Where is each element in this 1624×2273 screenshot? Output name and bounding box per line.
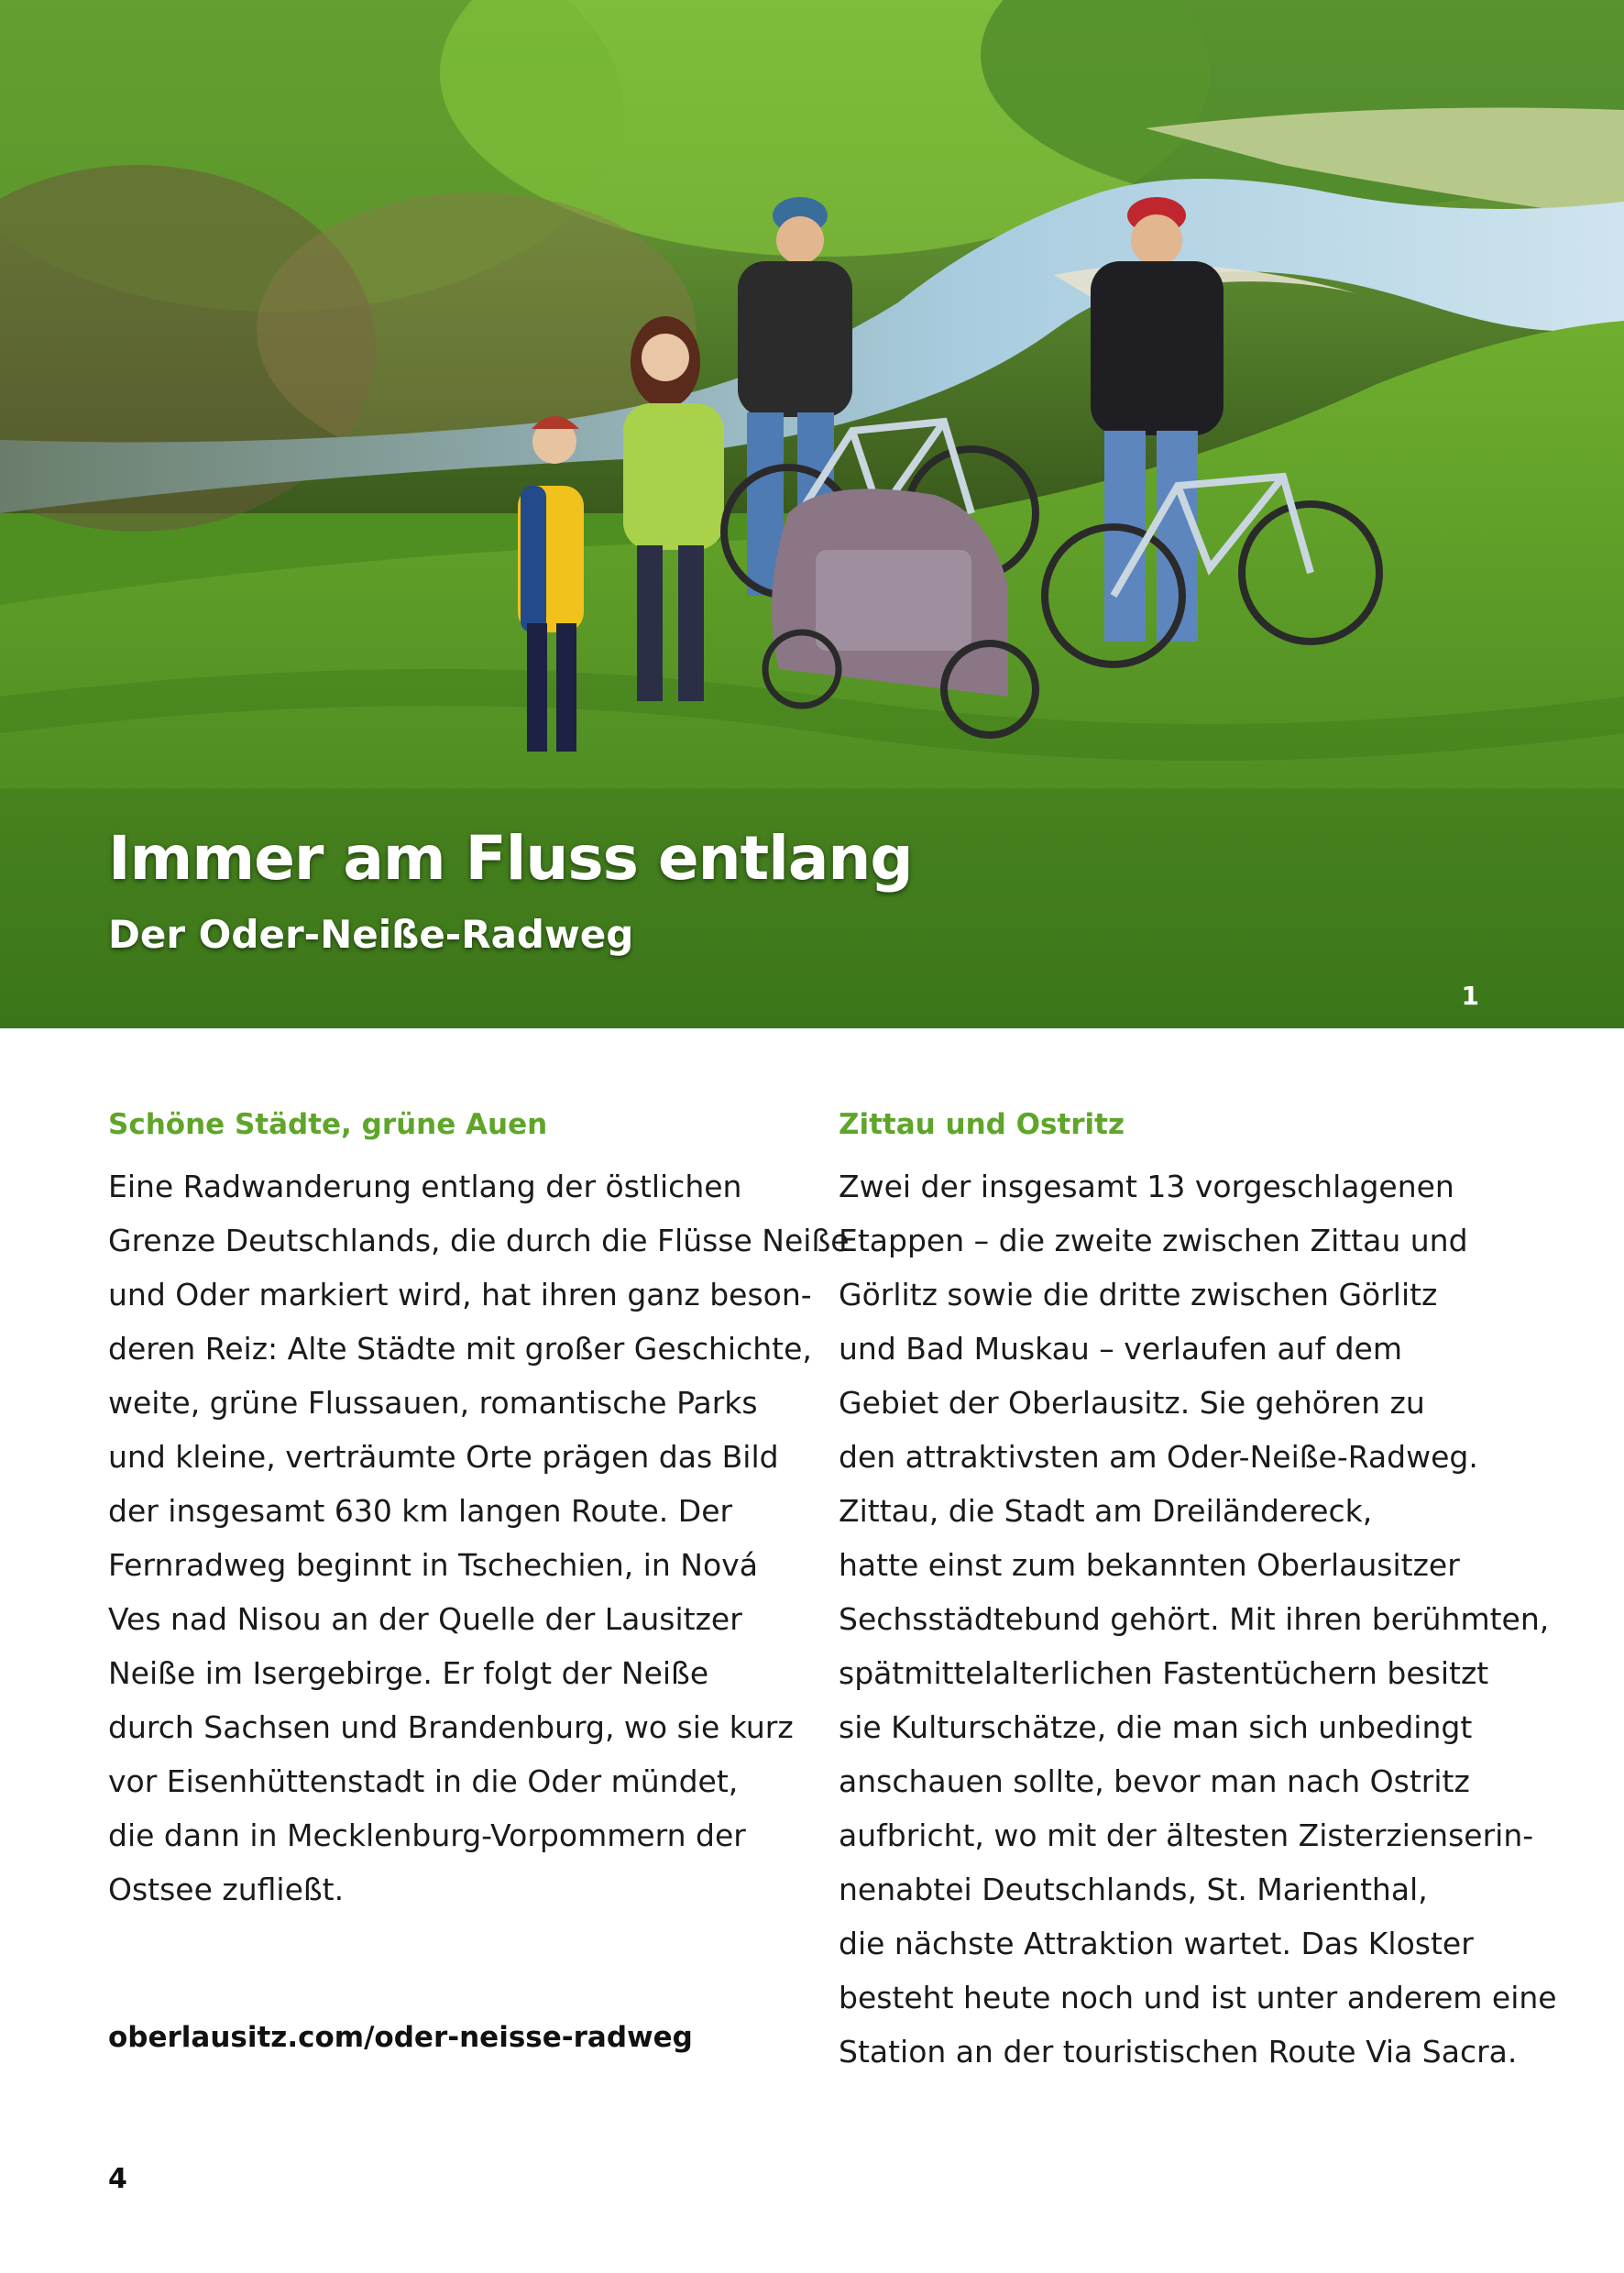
left-column-text <box>108 1159 850 1916</box>
text-line: anschauen sollte, bevor man nach Ostritz <box>839 1763 1470 1799</box>
text-line: Görlitz sowie die dritte zwischen Görlitz <box>839 1277 1438 1312</box>
text-line: Etappen – die zweite zwischen Zittau und <box>839 1223 1468 1258</box>
text-line: und Oder markiert wird, hat ihren ganz beson- <box>108 1277 812 1312</box>
left-column <box>108 1098 850 1916</box>
text-line: Ves nad Nisou an der Quelle der Lausitzer <box>108 1601 742 1637</box>
text-line: und Bad Muskau – verlaufen auf dem <box>839 1331 1402 1367</box>
left-column-heading: Schöne Städte, grüne Auen <box>108 1108 548 1141</box>
hero-subtitle: Der Oder-Neiße-Radweg <box>108 912 634 957</box>
text-line: spätmittelalterlichen Fastentüchern besitzt <box>839 1655 1489 1691</box>
page-number: 4 <box>108 2163 127 2195</box>
text-line: deren Reiz: Alte Städte mit großer Geschichte, <box>108 1331 812 1367</box>
text-line: Gebiet der Oberlausitz. Sie gehören zu <box>839 1385 1425 1421</box>
text-line: hatte einst zum bekannten Oberlausitzer <box>839 1547 1460 1583</box>
text-line: sie Kulturschätze, die man sich unbedingt <box>839 1709 1473 1745</box>
text-line: Station an der touristischen Route Via Sacra. <box>839 2034 1518 2070</box>
right-column <box>839 1098 1557 2079</box>
photo-number: 1 <box>1461 981 1479 1011</box>
text-line: vor Eisenhüttenstadt in die Oder mündet, <box>108 1763 739 1799</box>
right-column-text <box>839 1159 1557 2079</box>
text-line: Neiße im Isergebirge. Er folgt der Neiße <box>108 1655 709 1691</box>
text-line: Eine Radwanderung entlang der östlichen <box>108 1169 742 1204</box>
text-line: den attraktivsten am Oder-Neiße-Radweg. <box>839 1439 1478 1475</box>
text-line: nenabtei Deutschlands, St. Marienthal, <box>839 1872 1428 1907</box>
text-line: und kleine, verträumte Orte prägen das Bild <box>108 1439 779 1475</box>
text-line: Zwei der insgesamt 13 vorgeschlagenen <box>839 1169 1454 1204</box>
text-line: der insgesamt 630 km langen Route. Der <box>108 1493 733 1529</box>
text-line: weite, grüne Flussauen, romantische Parks <box>108 1385 758 1421</box>
text-line: Fernradweg beginnt in Tschechien, in Nová <box>108 1547 758 1583</box>
text-line: Ostsee zufließt. <box>108 1872 345 1907</box>
right-column-heading: Zittau und Ostritz <box>839 1108 1125 1141</box>
text-line: die dann in Mecklenburg-Vorpommern der <box>108 1817 746 1853</box>
text-line: die nächste Attraktion wartet. Das Kloster <box>839 1926 1474 1961</box>
hero-title: Immer am Fluss entlang <box>108 823 913 894</box>
text-line: Grenze Deutschlands, die durch die Flüsse Neiße <box>108 1223 850 1258</box>
hero-photo <box>0 0 1624 1028</box>
text-line: aufbricht, wo mit der ältesten Zisterzienserin- <box>839 1817 1534 1853</box>
text-line: durch Sachsen und Brandenburg, wo sie kurz <box>108 1709 794 1745</box>
text-line: Sechsstädtebund gehört. Mit ihren berühmten, <box>839 1601 1550 1637</box>
website-link[interactable]: oberlausitz.com/oder-neisse-radweg <box>108 2021 693 2054</box>
text-line: Zittau, die Stadt am Dreiländereck, <box>839 1493 1373 1529</box>
text-line: besteht heute noch und ist unter anderem eine <box>839 1980 1557 2015</box>
